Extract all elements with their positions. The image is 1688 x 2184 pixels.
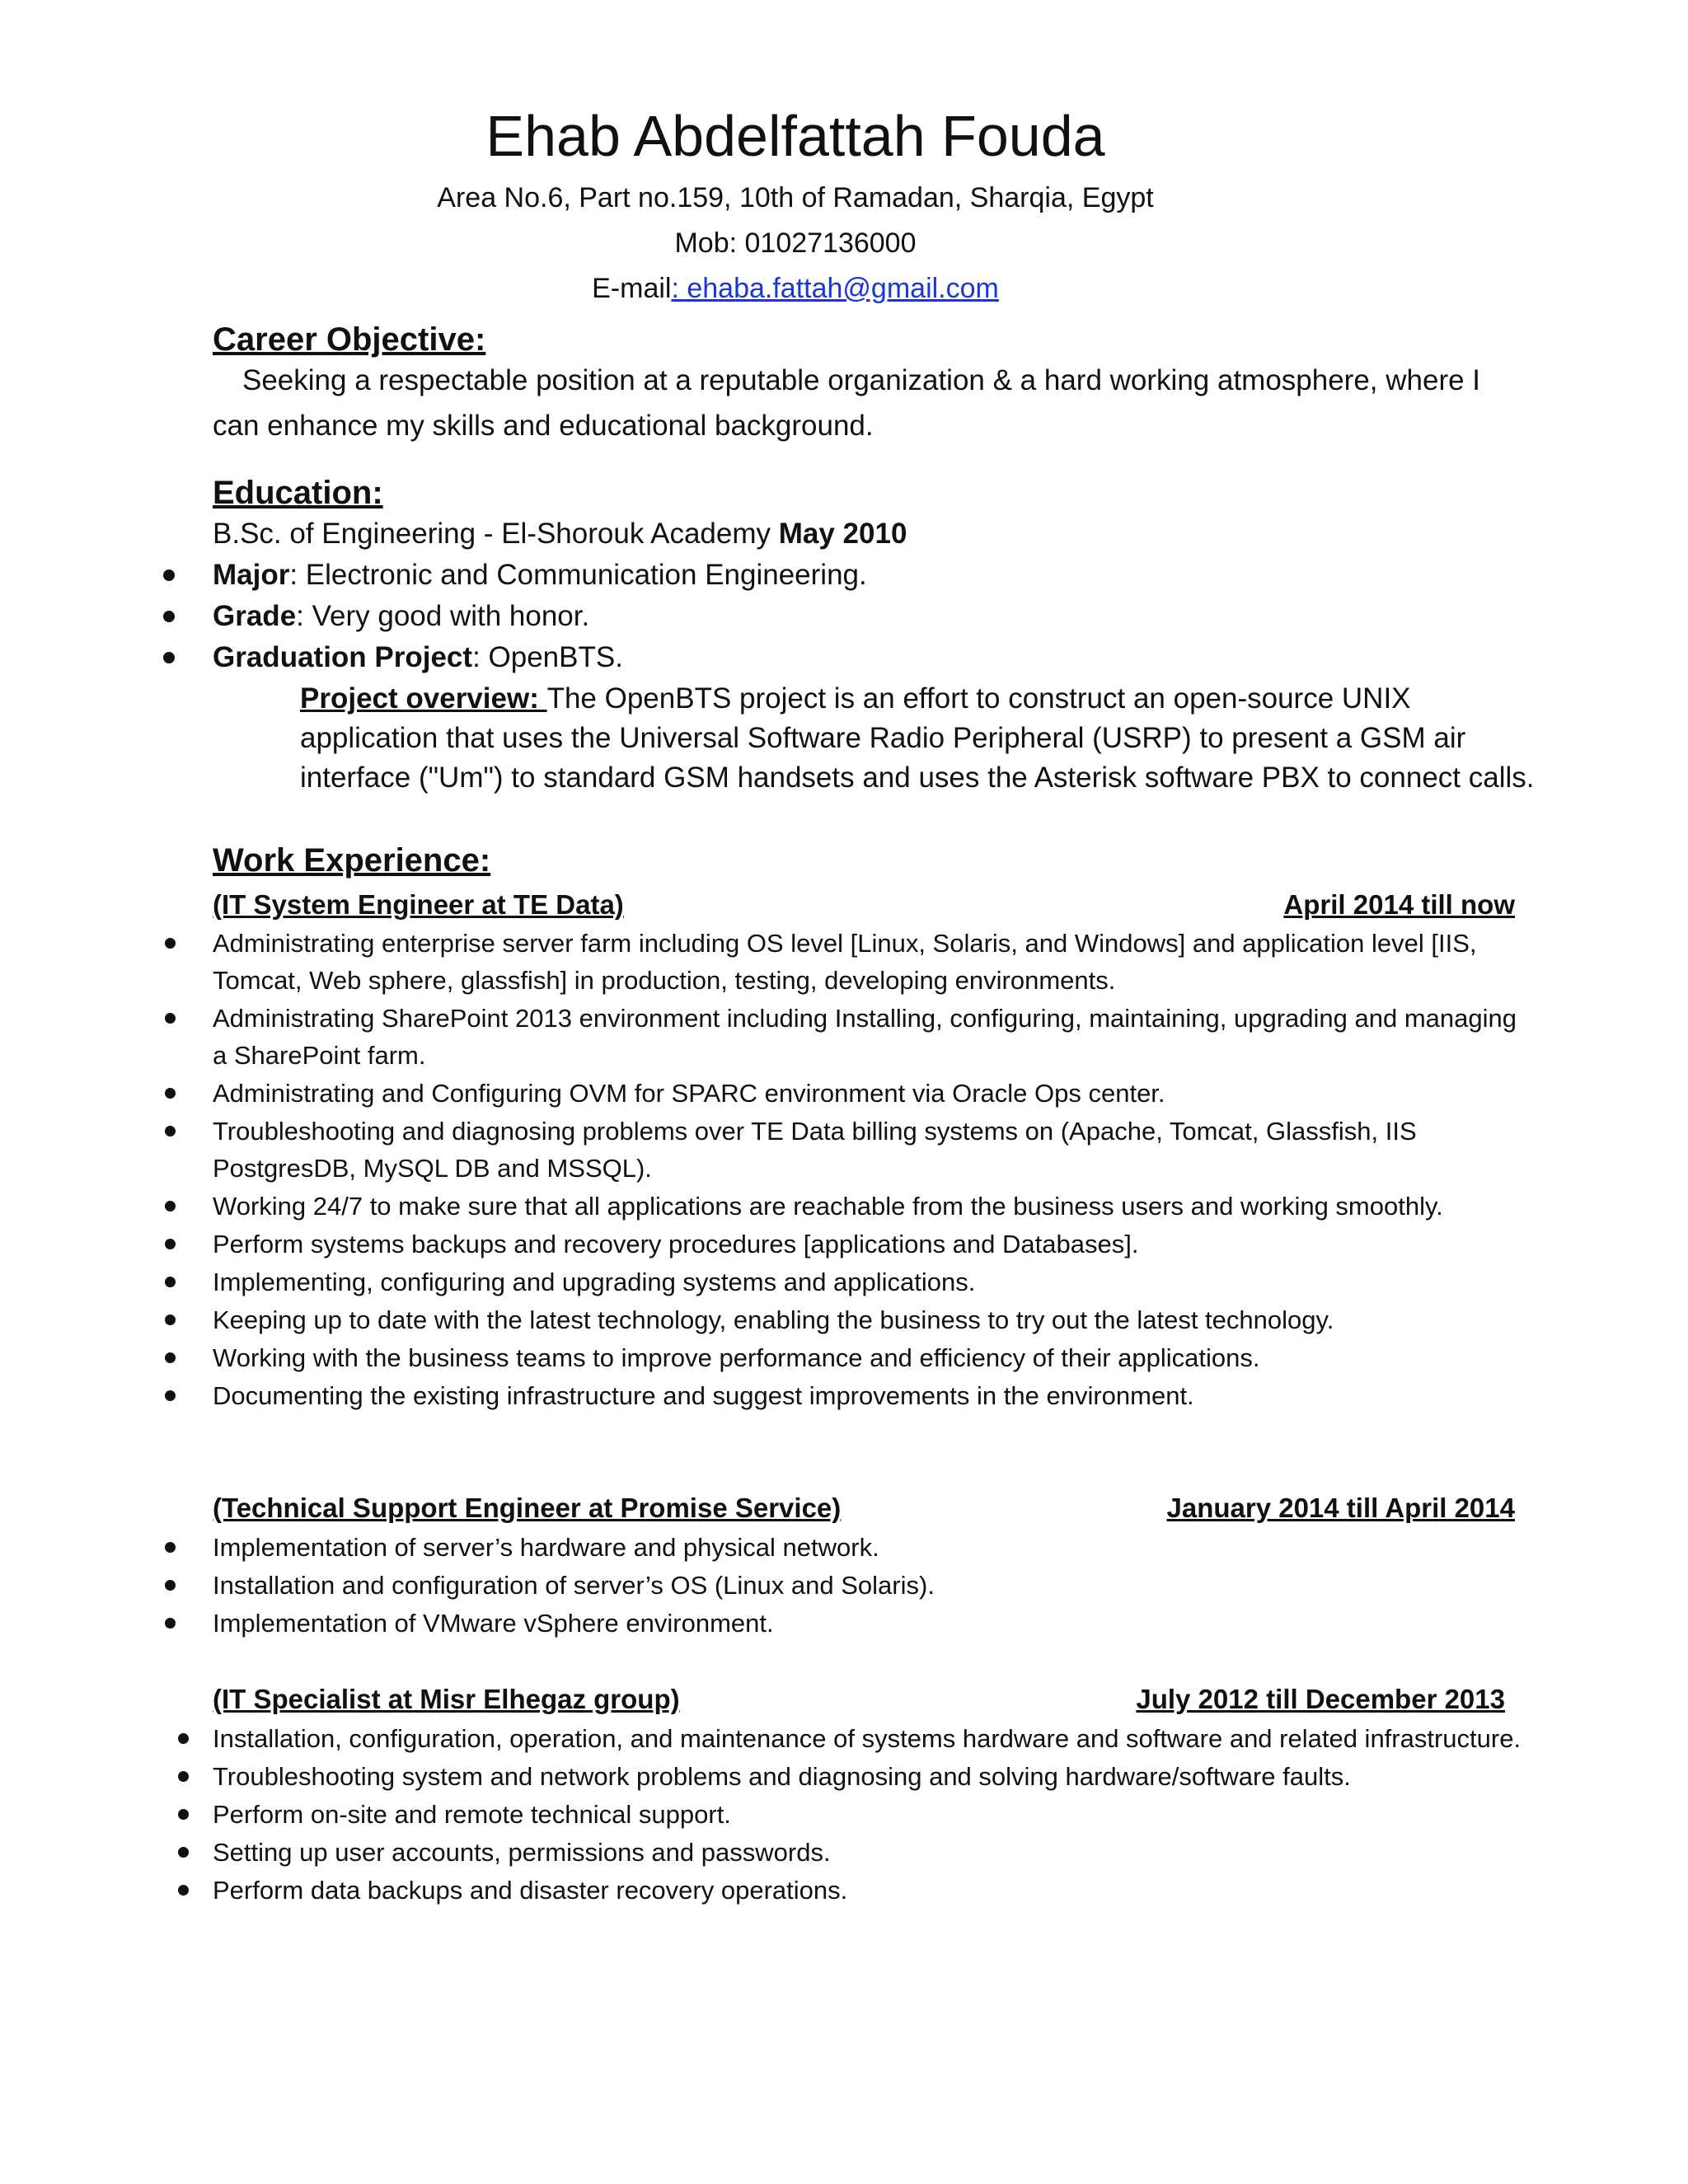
list-item [0, 1567, 1531, 1604]
job-title: (IT System Engineer at TE Data) [213, 889, 624, 920]
list-item [0, 555, 1688, 596]
duty-text: Administrating SharePoint 2013 environment including Installing, configuring, maintaining, upgrading and managing a SharePoint farm. [213, 1004, 1517, 1070]
bullet-icon [165, 1201, 176, 1212]
job-duties-list [0, 1529, 1688, 1643]
job-duties-list [0, 1720, 1688, 1910]
duty-text: Implementing, configuring and upgrading systems and applications. [213, 1268, 976, 1296]
mobile-number: Mob: 01027136000 [674, 227, 917, 259]
work-experience-heading: Work Experience: [213, 842, 491, 879]
duty-text: Administrating and Configuring OVM for SPARC environment via Oracle Ops center. [213, 1079, 1165, 1108]
job-title: (Technical Support Engineer at Promise Service) [213, 1493, 842, 1523]
project-overview [300, 679, 1545, 798]
list-item [0, 1872, 1531, 1909]
bullet-icon [178, 1809, 189, 1820]
item-label: Graduation Project [213, 641, 473, 673]
job-date: January 2014 till April 2014 [1166, 1493, 1515, 1523]
job-date: July 2012 till December 2013 [1136, 1684, 1505, 1714]
duty-text: Documenting the existing infrastructure and suggest improvements in the environment. [213, 1381, 1194, 1410]
bullet-icon [165, 1239, 176, 1249]
list-item [0, 1226, 1531, 1263]
degree-date: May 2010 [778, 518, 907, 550]
list-item [0, 1301, 1531, 1338]
item-text: : OpenBTS. [472, 641, 623, 673]
email-label: E-mail [592, 273, 672, 304]
education-list [0, 555, 1688, 678]
bullet-icon [165, 1315, 176, 1325]
bullet-icon [178, 1847, 189, 1858]
bullet-icon [165, 1542, 176, 1553]
list-item [0, 1000, 1531, 1074]
item-text: : Electronic and Communication Engineering. [289, 559, 867, 591]
email-line [0, 270, 1591, 307]
bullet-icon [178, 1733, 189, 1744]
duty-text: Troubleshooting and diagnosing problems over TE Data billing systems on (Apache, Tomcat, Glassfish, IIS PostgresDB, MySQL DB and MSSQL). [213, 1117, 1417, 1183]
duty-text: Working with the business teams to improve performance and efficiency of their applications. [213, 1343, 1260, 1372]
duty-text: Implementation of VMware vSphere environment. [213, 1609, 774, 1638]
bullet-icon [165, 1013, 176, 1024]
item-label: Major [213, 559, 290, 591]
list-item [0, 1529, 1531, 1566]
project-overview-label: Project overview: [300, 682, 547, 715]
list-item [0, 1758, 1531, 1795]
career-objective-heading: Career Objective: [213, 321, 486, 358]
bullet-icon [165, 1088, 176, 1099]
job-date: April 2014 till now [1283, 889, 1515, 920]
duty-text: Setting up user accounts, permissions and passwords. [213, 1838, 831, 1867]
bullet-icon [165, 1580, 176, 1591]
bullet-icon [165, 1126, 176, 1137]
job-title: (IT Specialist at Misr Elhegaz group) [213, 1684, 680, 1714]
duty-text: Troubleshooting system and network problems and diagnosing and solving hardware/software faults. [213, 1762, 1351, 1791]
bullet-icon [163, 652, 175, 663]
bullet-icon [163, 569, 175, 581]
project-overview-text: The OpenBTS project is an effort to construct an open-source UNIX application that uses the Universal Software Radio Peripheral (USRP) to present a GSM air interface ("Um") to standard GSM handsets and uses the Asterisk software PBX to connect calls. [300, 682, 1535, 794]
list-item [0, 1720, 1531, 1757]
bullet-icon [163, 611, 175, 622]
bullet-icon [165, 1390, 176, 1401]
duty-text: Perform systems backups and recovery procedures [applications and Databases]. [213, 1230, 1139, 1258]
bullet-icon [165, 1277, 176, 1287]
list-item [0, 1113, 1531, 1187]
list-item [0, 1188, 1531, 1225]
list-item [0, 1796, 1531, 1833]
bullet-icon [165, 1618, 176, 1629]
degree-text: B.Sc. of Engineering - El-Shorouk Academy [213, 518, 779, 550]
duty-text: Administrating enterprise server farm including OS level [Linux, Solaris, and Windows] and application level [IIS, Tomcat, Web sphere, glassfish] in production, testing, developing environments. [213, 929, 1477, 995]
degree-line [213, 515, 907, 553]
bullet-icon [178, 1885, 189, 1896]
bullet-icon [165, 1352, 176, 1363]
duty-text: Perform on-site and remote technical support. [213, 1800, 731, 1829]
list-item [0, 925, 1531, 999]
duty-text: Working 24/7 to make sure that all applications are reachable from the business users and working smoothly. [213, 1192, 1443, 1221]
item-text: : Very good with honor. [296, 600, 590, 632]
list-item [0, 1834, 1531, 1871]
duty-text: Implementation of server’s hardware and physical network. [213, 1533, 879, 1562]
list-item [0, 1075, 1531, 1112]
list-item [0, 1339, 1531, 1376]
bullet-icon [165, 938, 176, 949]
duty-text: Installation and configuration of server’s OS (Linux and Solaris). [213, 1571, 935, 1600]
duty-text: Perform data backups and disaster recovery operations. [213, 1876, 848, 1905]
job-duties-list [0, 925, 1688, 1415]
email-link[interactable]: : ehaba.fattah@gmail.com [671, 273, 999, 304]
list-item [0, 596, 1688, 637]
bullet-icon [178, 1771, 189, 1782]
career-objective-text: Seeking a respectable position at a reputable organization & a hard working atmosphere, where I can enhance my skills and educational background. [213, 364, 1481, 442]
applicant-name: Ehab Abdelfattah Fouda [485, 104, 1105, 168]
list-item [0, 1263, 1531, 1301]
education-heading: Education: [213, 475, 383, 511]
list-item [0, 1377, 1531, 1414]
duty-text: Keeping up to date with the latest technology, enabling the business to try out the latest technology. [213, 1305, 1334, 1334]
list-item [0, 1605, 1531, 1642]
duty-text: Installation, configuration, operation, and maintenance of systems hardware and software and related infrastructure. [213, 1724, 1522, 1753]
address: Area No.6, Part no.159, 10th of Ramadan, Sharqia, Egypt [437, 182, 1154, 213]
item-label: Grade [213, 600, 297, 632]
list-item [0, 637, 1688, 678]
